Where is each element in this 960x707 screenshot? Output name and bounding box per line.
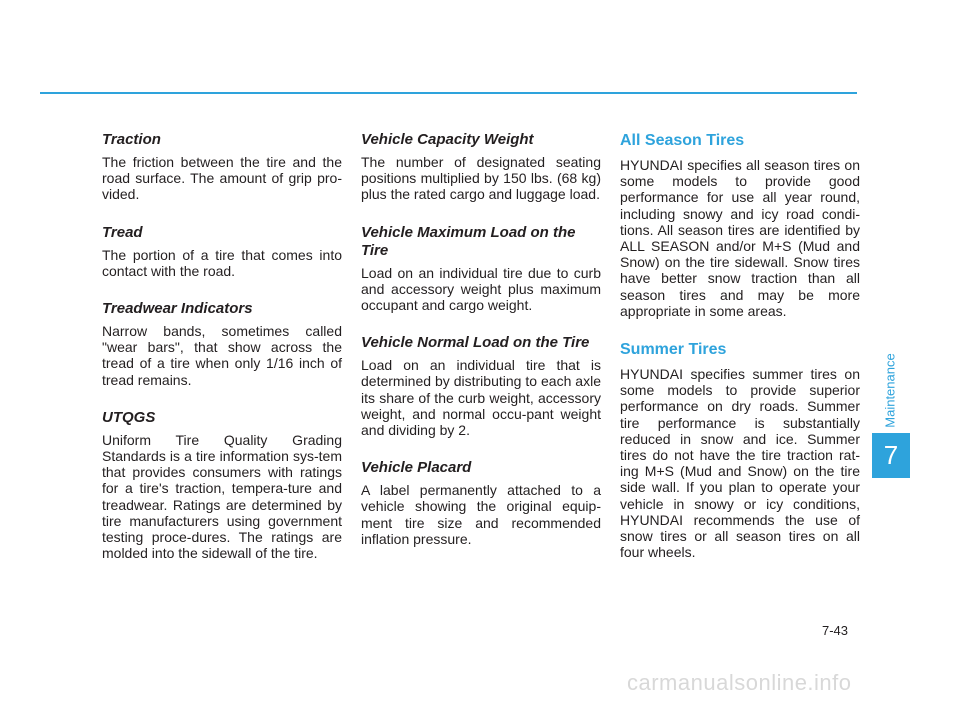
term-vehicle-normal-load-text: Load on an individual tire that is determined by distributing to each axle its share of the curb weight, accessory weight, and normal occu-pant weight and dividing by 2. <box>361 357 601 439</box>
term-vehicle-placard-heading: Vehicle Placard <box>361 459 472 477</box>
chapter-tab: 7 <box>872 433 910 478</box>
term-tread-heading: Tread <box>102 223 143 241</box>
term-treadwear-indicators-text: Narrow bands, sometimes called "wear bars", that show across the tread of a tire when only 1/16 inch of tread remains. <box>102 323 342 388</box>
term-utqgs-heading: UTQGS <box>102 408 156 426</box>
term-vehicle-capacity-weight-text: The number of designated seating positions multiplied by 150 lbs. (68 kg) plus the rated cargo and luggage load. <box>361 154 601 203</box>
term-treadwear-indicators-heading: Treadwear Indicators <box>102 300 253 318</box>
term-vehicle-normal-load-heading: Vehicle Normal Load on the Tire <box>361 334 590 352</box>
chapter-side-label <box>880 352 900 428</box>
term-utqgs-text: Uniform Tire Quality Grading Standards is a tire information sys-tem that provides consumers with ratings for a tire's traction, tempera-ture and treadwear. Ratings are determined by tire manufacturers using government testing proce-dures. The ratings are molded into the sidewall of the tire. <box>102 431 342 562</box>
term-vehicle-capacity-weight-heading: Vehicle Capacity Weight <box>361 131 534 148</box>
header-rule <box>40 92 857 94</box>
page-number: 7-43 <box>822 623 849 638</box>
watermark: carmanualsonline.info <box>627 670 852 695</box>
term-vehicle-maximum-load-heading: Vehicle Maximum Load on the Tire <box>361 223 576 259</box>
column-2 <box>361 131 601 568</box>
section-summer-tires-text: HYUNDAI specifies summer tires on some models to provide superior performance on dry roads. Summer tire performance is substantially reduced in snow and ice. Summer tires do not have the tire traction rat-ing M+S (Mud and Snow) on the tire side wall. If you plan to operate your vehicle in snowy or icy conditions, HYUNDAI recommends the use of snow tires or all season tires on all four wheels. <box>620 366 860 561</box>
chapter-side-label-text: Maintenance <box>882 352 898 428</box>
column-1 <box>102 131 342 582</box>
term-vehicle-placard-text: A label permanently attached to a vehicle showing the original equip-ment tire size and recommended inflation pressure. <box>361 482 601 547</box>
section-all-season-tires-text: HYUNDAI specifies all season tires on some models to provide good performance for use all year round, including snowy and icy road condi-tions. All season tires are identified by ALL SEASON and/or M+S (Mud and Snow) on the tire sidewall. Snow tires have better snow traction than all season tires and may be more appropriate in some areas. <box>620 157 860 319</box>
section-all-season-tires-heading: All Season Tires <box>620 132 745 149</box>
term-traction-text: The friction between the tire and the road surface. The amount of grip pro-vided. <box>102 154 342 203</box>
section-summer-tires-heading: Summer Tires <box>620 341 727 359</box>
column-3 <box>620 131 860 581</box>
term-tread-text: The portion of a tire that comes into contact with the road. <box>102 246 342 279</box>
term-vehicle-maximum-load-text: Load on an individual tire due to curb and accessory weight plus maximum occupant and cargo weight. <box>361 264 601 314</box>
term-traction-heading: Traction <box>102 131 161 148</box>
